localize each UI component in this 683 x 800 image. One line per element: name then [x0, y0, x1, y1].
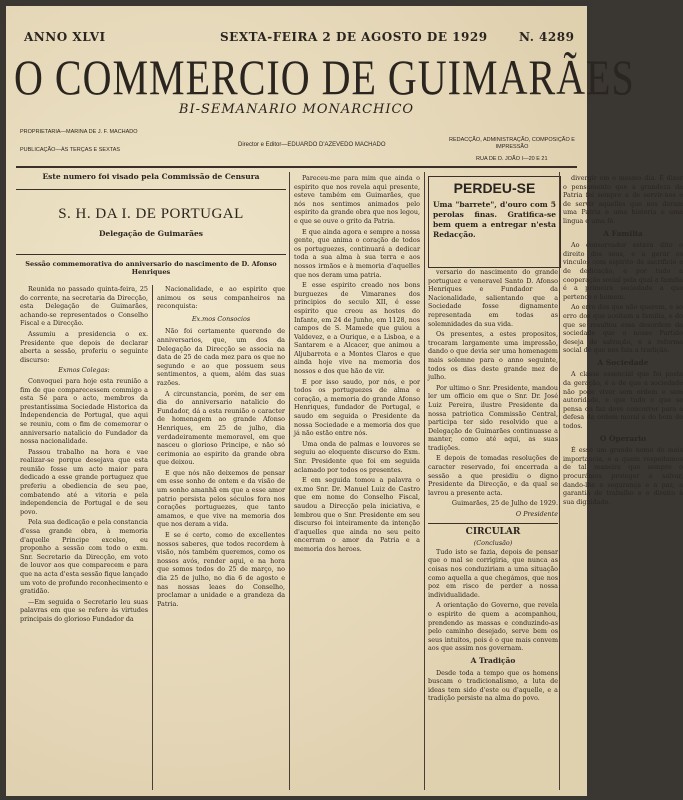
paragraph: Nacionalidade, e ao espirito que animou os seus companheiros na reconquista:: [157, 285, 285, 311]
column-3: [294, 174, 420, 790]
column-divider: [152, 285, 153, 790]
proprietaria-label: PROPRIETARIA—MARINA DE J. F. MACHADO: [20, 129, 138, 135]
article-lead: Sessão commemorativa do anniversario do nascimento de D. Afonso Henriques: [25, 260, 277, 276]
paragraph: E por isso saudo, por nós, e por todos os portuguezes de alma e coração, a memoria do grande Afonso Henriques, fundador de Portugal, e saudo em seguida o Presidente da nossa Sociedade e a memoria dos que já não estão entre nós.: [294, 377, 420, 438]
circular-subtitle: (Conclusão): [473, 539, 513, 548]
signed-date: Guimarães, 25 de Julho de 1929.: [451, 499, 558, 508]
paragraph: Não foi certamente querendo de anniversarios, que, um dos da Delegação da Direcção se associa na data de 25 de cada mez para os que no segundo e ao que possuem seus sentimentos, a quem, além das suas razões.: [157, 327, 285, 387]
greeting: Exmos Colegas:: [58, 366, 110, 375]
paragraph: A circunstancia, porém, de ser em dia do anniversario natalicio do Fundador, dá a esta reunião o caracter de homenagem ao grande Afonso Henriques, em 25 de julho, dia verdadeiramente memoravel, em que nasceu o glorioso Principe, e não só cerimonia ao espirito da grande obra que deixou.: [157, 389, 285, 467]
paragraph: Reunida no passado quinta-feira, 25 do corrente, na secretaria da Direcção, esta Delegação de Guimarães, achando-se representados o Conselho Fiscal e a Direcção.: [20, 285, 148, 328]
newspaper-subtitle: BI-SEMANARIO MONARCHICO: [178, 102, 415, 117]
operario-heading: O Operario: [599, 433, 647, 443]
censorship-rule: [16, 189, 286, 190]
paragraph: Os presentes, a estes propositos, trocaram largamente uma impressão, dando o que devia ser uma homenagem mais solemne para o anno seguinte, todos os dias deste grande mez de julho.: [428, 330, 558, 382]
notice-text: Uma "barrete", d'ouro com 5 perolas finas. Gratifica-se bem quem a entregar n'esta Redacção.: [433, 200, 556, 239]
paragraph: Pela sua dedicação e pela constancia d'essa grande obra, à memoria d'aquelle Principe excelso, eu proponho a sessão com todo o exm. Snr. Secretario da Direcção, em voto de louvor aos que comparecem e para que na acta d'esta sessão fique lançado um voto de profundo reconhecimento e gratidão.: [20, 518, 148, 596]
column-4: [428, 268, 558, 790]
masthead-rule: [16, 166, 577, 168]
column-5: [563, 174, 683, 790]
paragraph: Por ultimo o Snr. Presidente, mandou ler um officio em que o Snr. Dr. José Luiz Pereira, ilustre Presidente da nossa patriotica Commissão Central, participa ter sido resolvido que a Delegação de Guimarães continuasse a manter, como até aqui, as suas tradições.: [428, 383, 558, 452]
date-label: SEXTA-FEIRA 2 DE AGOSTO DE 1929: [220, 30, 488, 44]
paragraph: Assumiu a presidencia o ex. Presidente que depois de declarar aberta a sessão, proferiu o seguinte discurso:: [20, 329, 148, 364]
paragraph: divergir em o mesmo dia. É dizer o pensamento que a grandeza da Patria foi sempre a de servir-nos e de servir aquelles que nos deram uma Patria e uma historia e uma lingua e uma fé.: [563, 174, 683, 225]
column-divider: [424, 172, 425, 790]
paragraph: E que ainda agora e sempre a nossa gente, que anima o coração de todos os portuguezes, continuará a dedicar toda a sua alma à sua terra e aos nossos irmãos e à memoria d'aquelles que nos deram uma patria.: [294, 227, 420, 279]
column-divider: [289, 172, 290, 790]
paragraph: A orientação do Governo, que revela o espirito de quem a acompanhou, prendendo as massas e conduzindo-as pelo caminho desejado, serve bem os seus intuitos, pois é o que mais convem aos que assim nos governam.: [428, 601, 558, 653]
paragraph: A classe essencial que foi posta da geração, é a de que a sociedade não pode viver sem ordem e sem autoridade, e que tudo o que se pensa ou faz deve concorrer para a defesa da ordem moral e do bem de todos.: [563, 370, 683, 431]
paragraph: E se é certo, como de excellentes nossos saberes, que todos recordem à visão, nós também queremos, como os nossos avós, render aqui, e na hora que somos todos do 25 de março, no dia 25 de julho, no dia 6 de agosto e nas nossas leaes do Conselho, proclamar a unidade e a grandeza da Patria.: [157, 531, 285, 608]
paragraph: Ao erro dos que não querem, e ao erro dos que aceitam a familia, e do que se resultou essa desordem da sociedade que o nosso Partido deseja de salvação, e a reforma social de que nos fala a tradição.: [563, 303, 683, 355]
section-rule: [428, 523, 558, 524]
tradicao-heading: A Tradição: [470, 655, 516, 665]
notice-title: PERDEU-SE: [453, 180, 536, 196]
article-title: S. H. DA I. DE PORTUGAL: [58, 206, 244, 222]
column-1: [20, 285, 148, 790]
paragraph: E em seguida tomou a palavra o ex.mo Snr. Dr. Manuel Luiz de Castro que em nome do Conselho Fiscal, saudou a Direcção pela iniciativa, e lembrou que o Snr. Presidente em seu discurso foi inteiramente da intenção d'aquelles que ainda no seu peito encerram o amor da Patria e a memoria dos heroes.: [294, 476, 420, 553]
address-label: RUA DE D. JOÃO I—20 E 21: [476, 156, 548, 162]
paragraph: Passou trabalho na hora e vae realizar-se porque desejava que esta reunião fosse um acto maior para dedicado a esse grande portuguez que preferiu a obediencia de seu pae, combatendo até a vitoria e pela independencia de Portugal e de seu povo.: [20, 447, 148, 516]
paragraph: E esse espirito creado nos bons burguezes de Vimaranes dos principios do seculo XII, é esse espirito que creou as hostes do Infante, em 24 de Junho, em 1128, nos campos de S. Mamede que guiou a Valdevez, e a Ourique, e a Lisboa, e a Santarem e a Alcacer, que animou a Aljubarrota e a Montes Claros e que ainda hoje vive na memoria dos nossos e dos que hão de vir.: [294, 281, 420, 376]
redaccao-label: REDACÇÃO, ADMINISTRAÇÃO, COMPOSIÇÃO E IMPRESSÃO: [449, 137, 575, 150]
censorship-note: Este numero foi visado pela Commissão de Censura: [42, 172, 260, 181]
signature: O Presidente: [515, 510, 558, 519]
issue-number: N. 4289: [519, 30, 575, 44]
newspaper-title: O COMMERCIO DE GUIMARÃES: [14, 48, 635, 105]
paragraph: Uma onda de palmas e louvores se seguiu ao eloquente discurso do Exm. Snr. Presidente que foi em seguida aclamado por todos os presentes.: [294, 439, 420, 474]
column-2: [157, 285, 285, 790]
lost-item-notice: [428, 176, 561, 268]
familia-heading: A Familia: [603, 228, 643, 238]
sociedade-heading: A Sociedade: [597, 357, 649, 367]
article-heading-rule: [16, 254, 286, 255]
paragraph: versario do nascimento do grande portuguez e veneravel Santo D. Afonso Henriques e Fundador da Nacionalidade, salientando que a Sociedade fosse dignamente representada em todas as solemnidades da sua vida.: [428, 268, 558, 328]
article-heading: [28, 206, 274, 238]
paragraph: Ao conservador estava dito o direito dos seus, e a gerar os vinculos com espirito de sacrificio e de dedicação, e por tudo a cooperação social pela qual a familia é a primeira sociedade a que pertence o homem.: [563, 241, 683, 301]
article-subtitle: Delegação de Guimarães: [99, 229, 203, 238]
paragraph: Convoquei para hoje esta reunião a fim de que comparecessem commigo a esta Sé para o acto, membros da prestantíssima Sociedade Historica da Independencia de Portugal, que aqui se reuniu, com o fim de comemorar o anniversario natalicio do Fundador da nossa nacionalidade.: [20, 376, 148, 446]
year-label: ANNO XLVI: [24, 30, 106, 44]
newspaper-page: [6, 6, 683, 796]
paragraph: É esse um grande nome de mais importancia, e a quem respeitamos de tal maneira que sempre o procurámos proteger e salvar, dando-lhe a segurança e a paz, a garantia de trabalho e o direito à sua dignidade.: [563, 446, 683, 506]
paragraph: E depois de tomadas resoluções de caracter reservado, foi encerrada a sessão a que presidiu o digno Presidente da Direcção, e da qual se lavrou a presente acta.: [428, 454, 558, 497]
paragraph: Pareceu-me para mim que ainda o espirito que nos revela aqui presente, esteve também em Guimarães, que nós nos sentimos animados pelo espirito da grande obra que nos legou, e que se ouve o grito da Patria.: [294, 174, 420, 225]
publicacao-label: PUBLICAÇÃO—ÀS TERÇAS E SEXTAS: [20, 147, 121, 153]
paragraph: —Em seguida o Secretario leu suas palavras em que se refere às virtudes principais do glorioso Fundador da: [20, 597, 148, 623]
paragraph: Desde toda a tempo que os homens buscam o tradicionalismo, a luta de ideas tem sido d'este ou d'aquelle, e a tradição persiste na alma do povo.: [428, 668, 558, 703]
paragraph: Tudo isto se fazia, depois de pensar que o mal se corrigiria, que nunca as coisas nos conduziriam a uma situação como aquella a que chegámos, que nos poz em risco de perder a nossa individualidade.: [428, 547, 558, 599]
circular-title: CIRCULAR: [465, 526, 521, 537]
column-divider: [559, 172, 560, 790]
director-label: Director e Editor—EDUARDO D'AZEVEDO MACHADO: [238, 142, 386, 148]
quote-heading: Ex.mos Consocios: [191, 314, 251, 323]
paragraph: E que nós não deixemos de pensar em esse sonho de ontem e da visão de um sonho amanhã em que a esse amor patrio persista pelos séculos fora nos corações portuguezes, que tanto amamos, e que vive na memoria dos que nos deram a vida.: [157, 468, 285, 529]
